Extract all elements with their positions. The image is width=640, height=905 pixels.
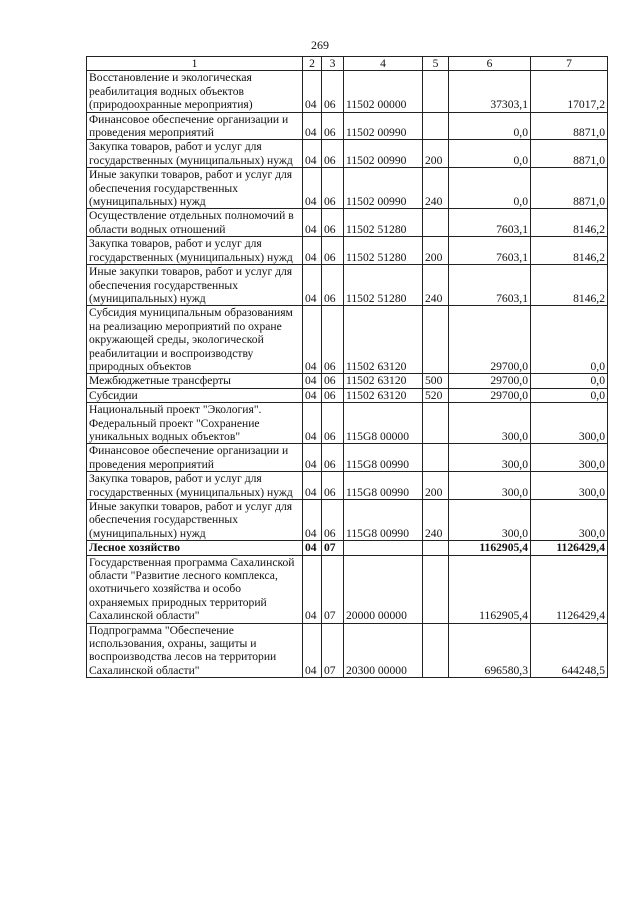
row-section: 04 — [303, 112, 322, 140]
row-expense-type — [423, 71, 449, 112]
row-amount-1: 300,0 — [449, 403, 531, 444]
row-expense-type — [423, 306, 449, 374]
table-row — [87, 444, 608, 472]
row-amount-1: 7603,1 — [449, 237, 531, 265]
row-amount-2: 8871,0 — [531, 140, 608, 168]
row-section: 04 — [303, 623, 322, 678]
row-section: 04 — [303, 388, 322, 402]
row-target-article: 11502 00990 — [344, 140, 423, 168]
table-row — [87, 168, 608, 209]
col-header-subsection: 3 — [322, 57, 344, 71]
row-expense-type: 200 — [423, 237, 449, 265]
row-amount-2: 0,0 — [531, 306, 608, 374]
row-subsection: 06 — [322, 374, 344, 388]
row-section: 04 — [303, 71, 322, 112]
row-name: Восстановление и экологическая реабилитация водных объектов (природоохранные мероприятия) — [87, 71, 303, 112]
row-section: 04 — [303, 209, 322, 237]
col-header-target-article: 4 — [344, 57, 423, 71]
row-name: Закупка товаров, работ и услуг для государственных (муниципальных) нужд — [87, 140, 303, 168]
row-name: Субсидии — [87, 388, 303, 402]
row-name: Иные закупки товаров, работ и услуг для обеспечения государственных (муниципальных) нужд — [87, 500, 303, 541]
row-amount-2: 17017,2 — [531, 71, 608, 112]
row-name: Национальный проект "Экология". Федеральный проект "Сохранение уникальных водных объектов" — [87, 403, 303, 444]
row-expense-type: 500 — [423, 374, 449, 388]
row-subsection: 06 — [322, 71, 344, 112]
row-amount-1: 1162905,4 — [449, 555, 531, 623]
row-target-article: 11502 00990 — [344, 168, 423, 209]
row-amount-2: 8871,0 — [531, 168, 608, 209]
row-amount-1: 29700,0 — [449, 306, 531, 374]
row-amount-1: 1162905,4 — [449, 541, 531, 555]
table-row — [87, 265, 608, 306]
row-amount-2: 1126429,4 — [531, 555, 608, 623]
row-name: Закупка товаров, работ и услуг для государственных (муниципальных) нужд — [87, 237, 303, 265]
row-amount-1: 7603,1 — [449, 265, 531, 306]
row-subsection: 06 — [322, 140, 344, 168]
row-amount-2: 8146,2 — [531, 265, 608, 306]
row-amount-2: 8146,2 — [531, 209, 608, 237]
row-amount-1: 300,0 — [449, 500, 531, 541]
row-subsection: 06 — [322, 168, 344, 209]
row-target-article: 20000 00000 — [344, 555, 423, 623]
row-amount-1: 0,0 — [449, 140, 531, 168]
row-expense-type: 240 — [423, 168, 449, 209]
row-amount-1: 0,0 — [449, 112, 531, 140]
table-row — [87, 403, 608, 444]
row-target-article: 11502 00990 — [344, 112, 423, 140]
row-target-article: 11502 51280 — [344, 237, 423, 265]
row-section: 04 — [303, 472, 322, 500]
row-section: 04 — [303, 140, 322, 168]
row-target-article — [344, 541, 423, 555]
row-amount-1: 29700,0 — [449, 388, 531, 402]
row-subsection: 06 — [322, 472, 344, 500]
row-target-article: 11502 63120 — [344, 388, 423, 402]
row-name: Осуществление отдельных полномочий в области водных отношений — [87, 209, 303, 237]
row-section: 04 — [303, 403, 322, 444]
row-expense-type: 200 — [423, 140, 449, 168]
col-header-amount-1: 6 — [449, 57, 531, 71]
row-amount-1: 29700,0 — [449, 374, 531, 388]
row-target-article: 115G8 00990 — [344, 472, 423, 500]
row-amount-2: 644248,5 — [531, 623, 608, 678]
row-section: 04 — [303, 306, 322, 374]
table-row — [87, 306, 608, 374]
row-expense-type — [423, 623, 449, 678]
row-section: 04 — [303, 500, 322, 541]
row-name: Закупка товаров, работ и услуг для государственных (муниципальных) нужд — [87, 472, 303, 500]
row-subsection: 06 — [322, 112, 344, 140]
row-amount-1: 7603,1 — [449, 209, 531, 237]
row-amount-1: 37303,1 — [449, 71, 531, 112]
row-section: 04 — [303, 374, 322, 388]
row-expense-type: 520 — [423, 388, 449, 402]
row-amount-2: 300,0 — [531, 472, 608, 500]
row-name: Лесное хозяйство — [87, 541, 303, 555]
row-expense-type — [423, 209, 449, 237]
row-section: 04 — [303, 555, 322, 623]
row-name: Иные закупки товаров, работ и услуг для обеспечения государственных (муниципальных) нужд — [87, 265, 303, 306]
table-row — [87, 237, 608, 265]
row-amount-2: 300,0 — [531, 500, 608, 541]
row-expense-type — [423, 403, 449, 444]
row-subsection: 06 — [322, 500, 344, 541]
row-subsection: 06 — [322, 265, 344, 306]
table-row — [87, 541, 608, 555]
table-row — [87, 140, 608, 168]
row-subsection: 06 — [322, 209, 344, 237]
row-name: Субсидия муниципальным образованиям на реализацию мероприятий по охране окружающей среды, экологической реабилитации и воспроизводству природных объектов — [87, 306, 303, 374]
col-header-name: 1 — [87, 57, 303, 71]
row-amount-2: 300,0 — [531, 444, 608, 472]
row-target-article: 11502 00000 — [344, 71, 423, 112]
row-subsection: 06 — [322, 444, 344, 472]
row-target-article: 115G8 00000 — [344, 403, 423, 444]
col-header-section: 2 — [303, 57, 322, 71]
row-expense-type: 200 — [423, 472, 449, 500]
row-target-article: 115G8 00990 — [344, 444, 423, 472]
row-name: Межбюджетные трансферты — [87, 374, 303, 388]
row-subsection: 07 — [322, 623, 344, 678]
row-section: 04 — [303, 237, 322, 265]
table-row — [87, 555, 608, 623]
row-amount-2: 1126429,4 — [531, 541, 608, 555]
row-section: 04 — [303, 168, 322, 209]
row-target-article: 11502 63120 — [344, 306, 423, 374]
row-expense-type: 240 — [423, 265, 449, 306]
table-row — [87, 209, 608, 237]
row-name: Подпрограмма "Обеспечение использования, охраны, защиты и воспроизводства лесов на территории Сахалинской области" — [87, 623, 303, 678]
row-amount-1: 300,0 — [449, 444, 531, 472]
col-header-amount-2: 7 — [531, 57, 608, 71]
row-subsection: 06 — [322, 388, 344, 402]
row-subsection: 06 — [322, 237, 344, 265]
row-amount-2: 8146,2 — [531, 237, 608, 265]
row-name: Государственная программа Сахалинской области "Развитие лесного комплекса, охотничьего хозяйства и особо охраняемых природных территорий Сахалинской области" — [87, 555, 303, 623]
row-subsection: 06 — [322, 403, 344, 444]
row-target-article: 11502 51280 — [344, 209, 423, 237]
row-expense-type — [423, 555, 449, 623]
table-row — [87, 388, 608, 402]
table-row — [87, 71, 608, 112]
page-number: 269 — [311, 38, 329, 52]
col-header-expense-type: 5 — [423, 57, 449, 71]
row-expense-type — [423, 541, 449, 555]
table-row — [87, 374, 608, 388]
table-row — [87, 112, 608, 140]
row-target-article: 11502 51280 — [344, 265, 423, 306]
budget-table — [86, 56, 608, 678]
row-section: 04 — [303, 265, 322, 306]
row-section: 04 — [303, 541, 322, 555]
row-amount-2: 8871,0 — [531, 112, 608, 140]
row-amount-1: 696580,3 — [449, 623, 531, 678]
row-name: Финансовое обеспечение организации и проведения мероприятий — [87, 112, 303, 140]
row-subsection: 07 — [322, 541, 344, 555]
row-section: 04 — [303, 444, 322, 472]
table-row — [87, 472, 608, 500]
row-amount-2: 0,0 — [531, 388, 608, 402]
row-amount-1: 300,0 — [449, 472, 531, 500]
table-row — [87, 623, 608, 678]
row-target-article: 115G8 00990 — [344, 500, 423, 541]
table-row — [87, 500, 608, 541]
row-subsection: 07 — [322, 555, 344, 623]
header-row — [87, 57, 608, 71]
row-target-article: 20300 00000 — [344, 623, 423, 678]
row-amount-2: 300,0 — [531, 403, 608, 444]
row-amount-1: 0,0 — [449, 168, 531, 209]
row-expense-type: 240 — [423, 500, 449, 541]
row-subsection: 06 — [322, 306, 344, 374]
row-expense-type — [423, 112, 449, 140]
row-target-article: 11502 63120 — [344, 374, 423, 388]
row-name: Иные закупки товаров, работ и услуг для обеспечения государственных (муниципальных) нужд — [87, 168, 303, 209]
row-expense-type — [423, 444, 449, 472]
row-amount-2: 0,0 — [531, 374, 608, 388]
row-name: Финансовое обеспечение организации и проведения мероприятий — [87, 444, 303, 472]
